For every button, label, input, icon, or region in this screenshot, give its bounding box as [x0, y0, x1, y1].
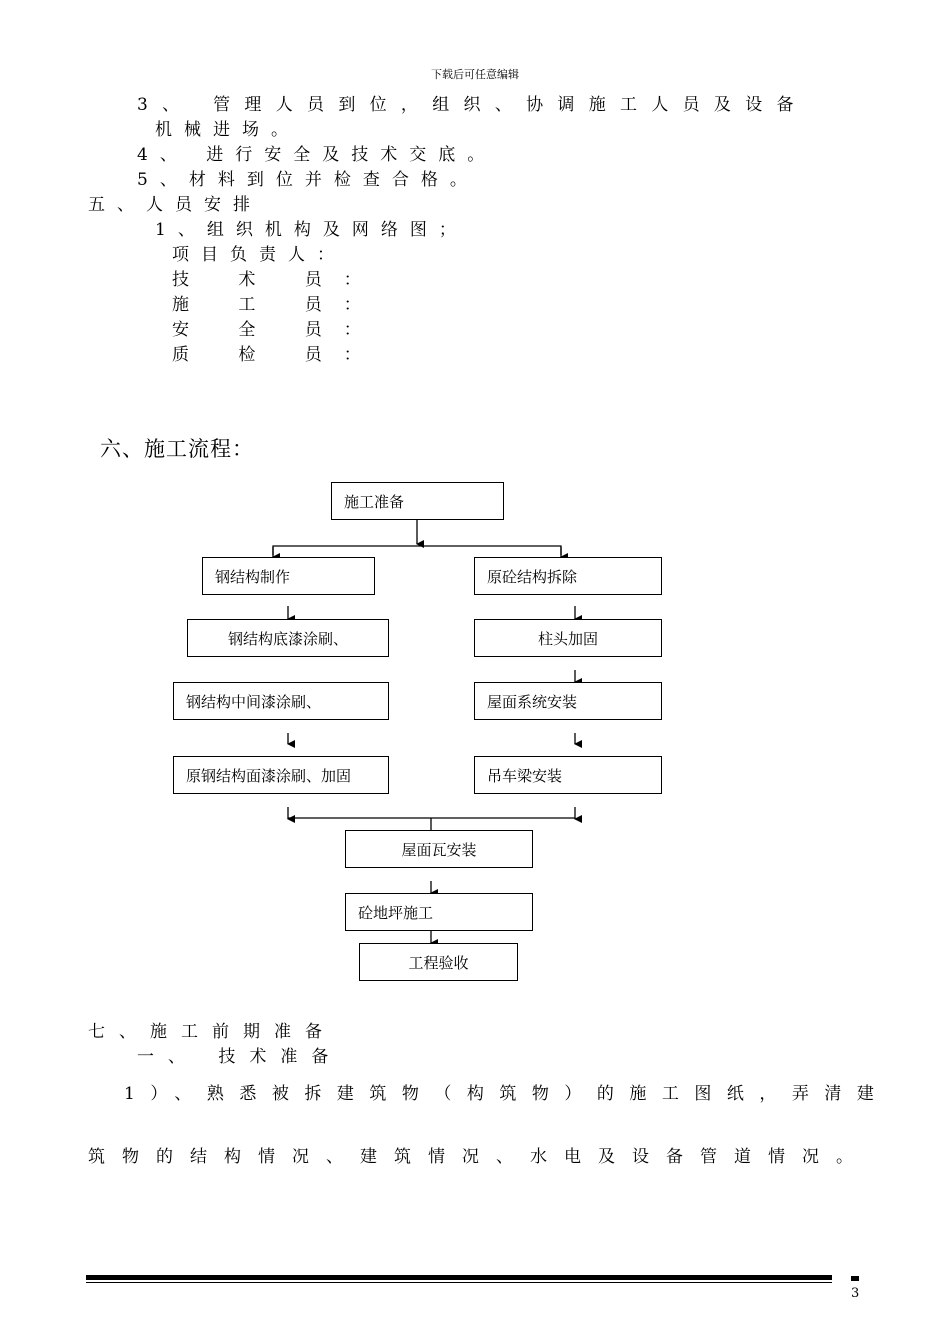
role-technician: 技 术 员： — [172, 270, 383, 290]
section5-title: 五、人员安排 — [88, 195, 262, 215]
list-item-3: 3、 管理人员到位，组织、协调施工人员及设备 — [137, 95, 808, 115]
section7-title: 七、施工前期准备 — [88, 1022, 336, 1042]
list-item-4: 4、 进行安全及技术交底。 — [137, 145, 497, 165]
footer-rule-thick — [86, 1275, 832, 1280]
role-construction: 施 工 员： — [172, 295, 383, 315]
section6-title: 六、施工流程： — [100, 437, 254, 461]
flow-step-roof-tiles: 屋面瓦安装 — [345, 830, 533, 868]
list-item-5: 5、材料到位并检查合格。 — [137, 170, 479, 190]
flow-step-right-4: 吊车梁安装 — [474, 756, 662, 794]
paragraph-line-1: 1）、熟悉被拆建筑物（构筑物）的施工图纸，弄清建 — [124, 1084, 890, 1104]
footer-rule-stub — [851, 1276, 859, 1281]
flow-step-right-3: 屋面系统安装 — [474, 682, 662, 720]
list-item-3-cont: 机械进场。 — [155, 120, 300, 140]
section7-subtitle: 一、 技术准备 — [137, 1047, 343, 1067]
footer-rule-thin — [86, 1282, 832, 1283]
flow-step-right-1: 原砼结构拆除 — [474, 557, 662, 595]
flow-step-left-4: 原钢结构面漆涂刷、加固 — [173, 756, 389, 794]
role-safety: 安 全 员： — [172, 320, 383, 340]
flow-step-left-2: 钢结构底漆涂刷、 — [187, 619, 389, 657]
header-note: 下载后可任意编辑 — [431, 68, 519, 81]
flow-step-left-3: 钢结构中间漆涂刷、 — [173, 682, 389, 720]
section5-subtitle: 1、组织机构及网络图； — [155, 220, 468, 240]
role-project-lead: 项目负责人： — [172, 245, 346, 265]
flow-step-start: 施工准备 — [331, 482, 504, 520]
page-number: 3 — [851, 1286, 860, 1301]
flow-step-right-2: 柱头加固 — [474, 619, 662, 657]
role-quality: 质 检 员： — [172, 345, 383, 365]
flow-step-floor: 砼地坪施工 — [345, 893, 533, 931]
flow-step-left-1: 钢结构制作 — [202, 557, 375, 595]
paragraph-line-2: 筑物的结构情况、建筑情况、水电及设备管道情况。 — [88, 1147, 870, 1167]
flow-step-acceptance: 工程验收 — [359, 943, 518, 981]
